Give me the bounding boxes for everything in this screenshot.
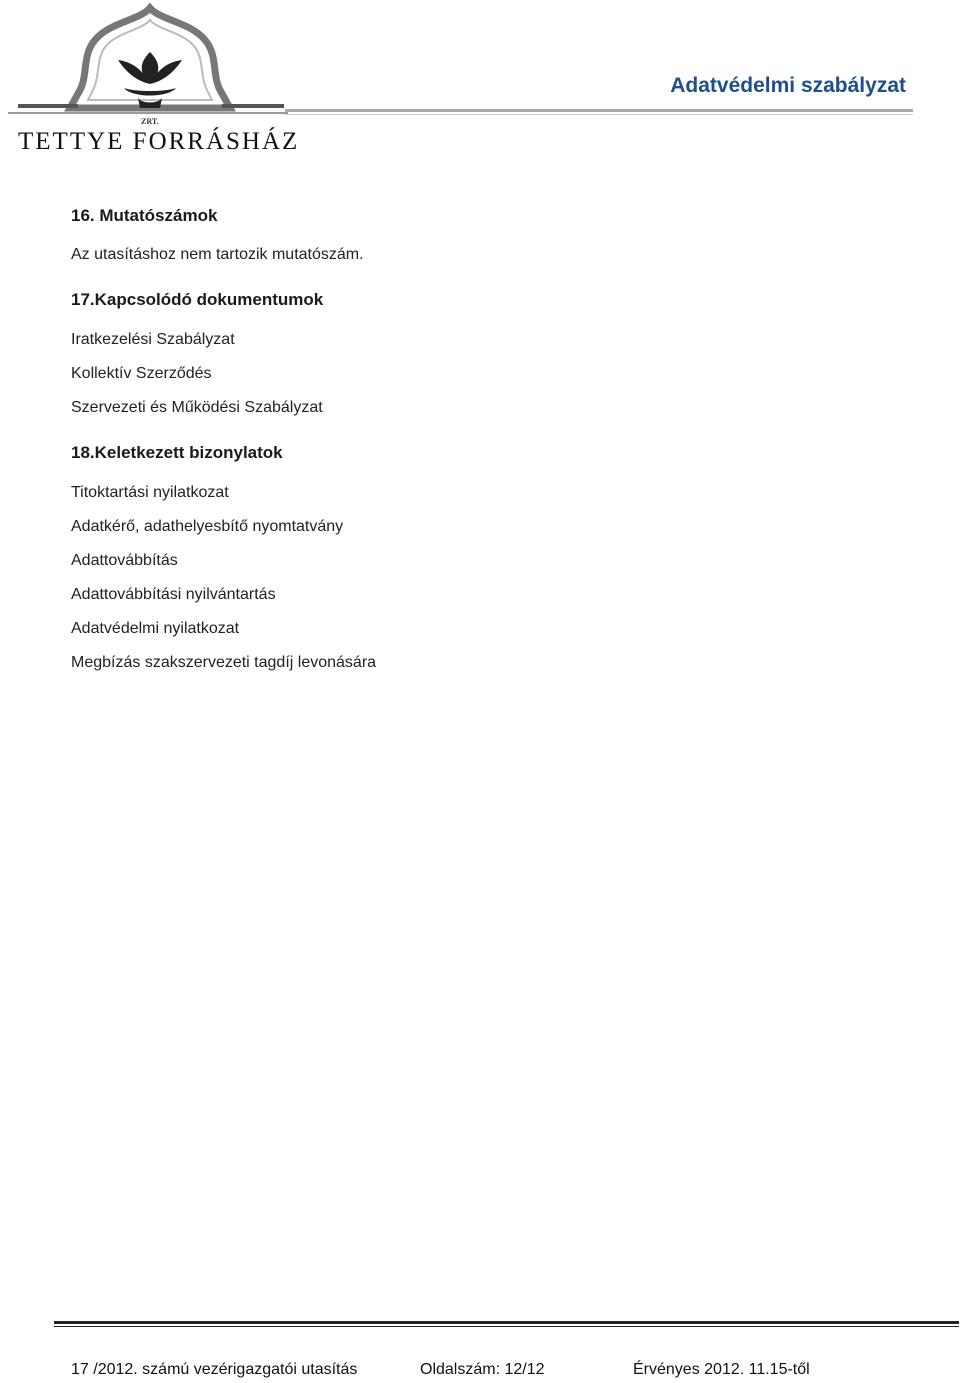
- page-title: Adatvédelmi szabályzat: [670, 74, 906, 97]
- footer-validity: Érvényes 2012. 11.15-től: [633, 1361, 810, 1378]
- body-text: Az utasításhoz nem tartozik mutatószám.: [71, 246, 364, 263]
- list-item: Adattovábbítási nyilvántartás: [71, 586, 276, 603]
- list-item: Iratkezelési Szabályzat: [71, 331, 235, 348]
- footer-divider: [54, 1321, 959, 1329]
- section-heading: 18.Keletkezett bizonylatok: [71, 443, 283, 462]
- logo-text: TETTYE FORRÁSHÁZ: [18, 128, 300, 155]
- list-item: Adatkérő, adathelyesbítő nyomtatvány: [71, 518, 344, 535]
- header-divider: [5, 105, 913, 117]
- section-heading: 17.Kapcsolódó dokumentumok: [71, 290, 324, 309]
- footer-instruction: 17 /2012. számú vezérigazgatói utasítás: [71, 1361, 358, 1378]
- logo-sub-text: ZRT.: [141, 117, 159, 126]
- list-item: Megbízás szakszervezeti tagdíj levonására: [71, 654, 377, 671]
- list-item: Adattovábbítás: [71, 552, 178, 569]
- list-item: Adatvédelmi nyilatkozat: [71, 620, 240, 637]
- footer-page-number: Oldalszám: 12/12: [420, 1361, 545, 1378]
- list-item: Szervezeti és Működési Szabályzat: [71, 399, 323, 416]
- list-item: Titoktartási nyilatkozat: [71, 484, 229, 501]
- company-logo: [0, 0, 300, 160]
- section-heading: 16. Mutatószámok: [71, 206, 218, 225]
- list-item: Kollektív Szerződés: [71, 365, 212, 382]
